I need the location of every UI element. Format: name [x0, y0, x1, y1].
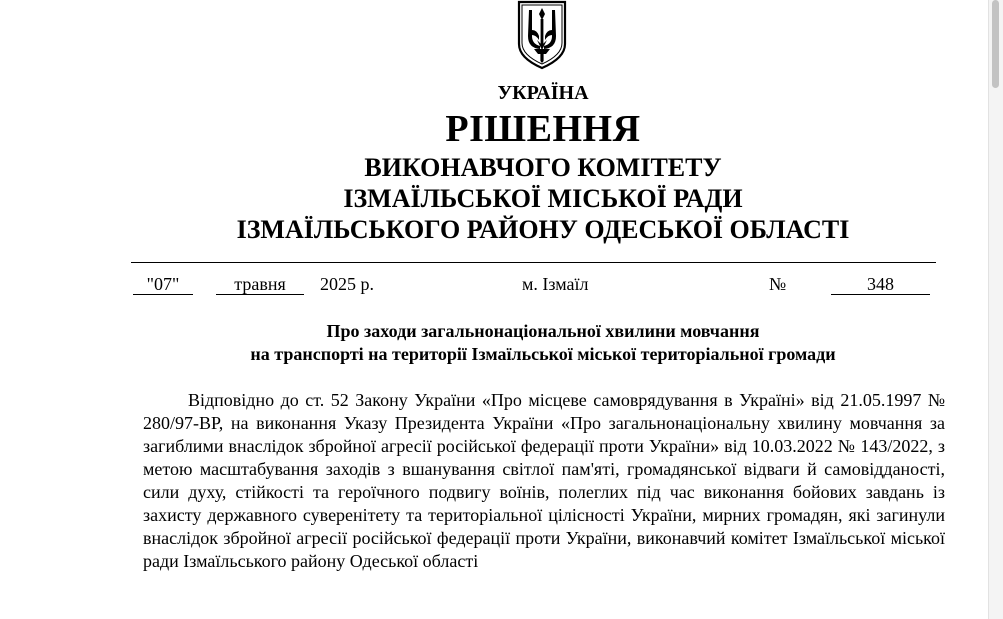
date-day-value: "07": [133, 274, 193, 295]
date-month: [216, 274, 304, 295]
decision-title-line-1: Про заходи загальнонаціональної хвилини мовчання: [326, 321, 760, 341]
country-heading: УКРАЇНА: [497, 82, 589, 104]
organization-line-1: ВИКОНАВЧОГО КОМІТЕТУ: [364, 153, 722, 182]
date-month-value: травня: [216, 274, 304, 295]
document-type-heading: РІШЕННЯ: [445, 108, 641, 150]
scrollbar-thumb[interactable]: [992, 0, 999, 88]
date-day: [133, 274, 193, 295]
body-paragraph: [143, 389, 945, 573]
decision-number: [831, 274, 930, 295]
vertical-scrollbar[interactable]: [988, 0, 1003, 619]
trident-emblem-icon: [515, 0, 569, 70]
decision-title-line-2: на транспорті на території Ізмаїльської міської територіальної громади: [250, 344, 836, 364]
organization-line-3: ІЗМАЇЛЬСЬКОГО РАЙОНУ ОДЕСЬКОЇ ОБЛАСТІ: [236, 215, 850, 244]
decision-number-value: 348: [831, 274, 930, 295]
place-of-issue: м. Ізмаїл: [522, 274, 589, 294]
header-divider: [131, 262, 936, 263]
organization-line-2: ІЗМАЇЛЬСЬКОЇ МІСЬКОЇ РАДИ: [343, 184, 743, 213]
body-paragraph-text: Відповідно до ст. 52 Закону України «Про місцеве самоврядування в Україні» від 21.05.1997 № 280/97-ВР, на виконання Указу Президента України «Про загальнонаціональну хвилину мовчання за загиблими внаслідок збройної агресії російської федерації проти України» від 10.03.2022 № 143/2022, з метою масштабування заходів з вшанування світлої пам'яті, громадянської відваги й самовідданості, сили духу, стійкості та героїчного подвигу воїнів, полеглих під час виконання бойових завдань із захисту державного суверенітету та територіальної цілісності України, мирних громадян, які загинули внаслідок збройної агресії російської федерації проти України, виконавчий комітет Ізмаїльської міської ради Ізмаїльського району Одеської області: [143, 390, 945, 571]
date-year: 2025 р.: [320, 274, 374, 294]
number-sign: №: [769, 274, 787, 294]
